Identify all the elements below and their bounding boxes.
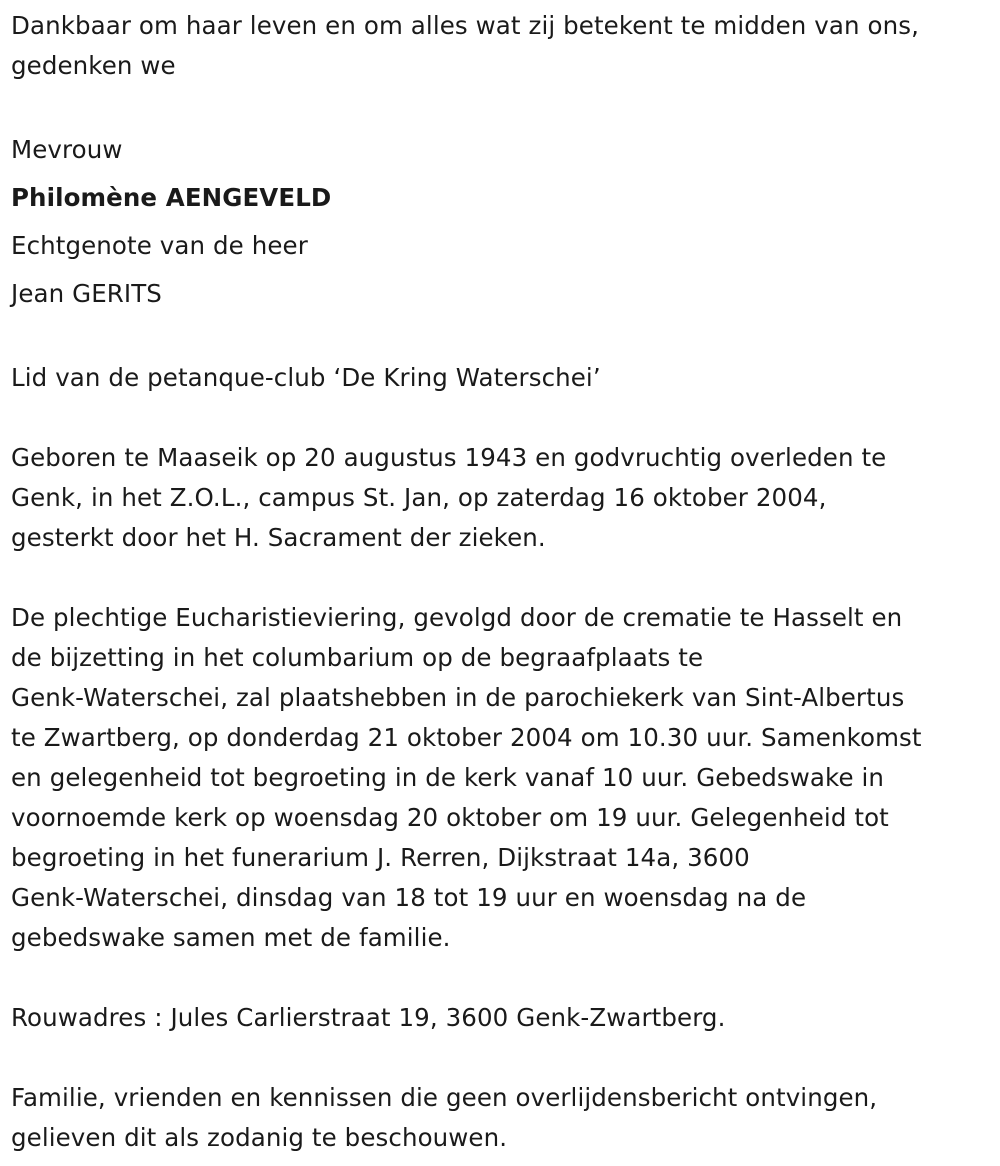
closing-line: gelieven dit als zodanig te beschouwen. xyxy=(11,1123,508,1152)
deceased-name: Philomène AENGEVELD xyxy=(11,183,332,212)
ceremony-line: Genk-Waterschei, zal plaatshebben in de parochiekerk van Sint-Albertus xyxy=(11,683,905,712)
deceased-identity xyxy=(11,126,990,318)
relation-text: Echtgenote van de heer xyxy=(11,231,308,260)
ceremony-line: De plechtige Eucharistieviering, gevolgd door de crematie te Hasselt en xyxy=(11,603,903,632)
ceremony-line: Genk-Waterschei, dinsdag van 18 tot 19 uur en woensdag na de xyxy=(11,883,807,912)
address-paragraph xyxy=(11,998,990,1038)
ceremony-line: de bijzetting in het columbarium op de begraafplaats te xyxy=(11,643,704,672)
ceremony-line: gebedswake samen met de familie. xyxy=(11,923,451,952)
closing-line: Familie, vrienden en kennissen die geen overlijdensbericht ontvingen, xyxy=(11,1083,878,1112)
ceremony-line: te Zwartberg, op donderdag 21 oktober 2004 om 10.30 uur. Samenkomst xyxy=(11,723,922,752)
intro-paragraph xyxy=(11,6,990,86)
birth-death-line: Genk, in het Z.O.L., campus St. Jan, op zaterdag 16 oktober 2004, xyxy=(11,483,827,512)
birth-death-paragraph xyxy=(11,438,990,558)
spouse-name: Jean GERITS xyxy=(11,279,162,308)
address-line: Rouwadres : Jules Carlierstraat 19, 3600 Genk-Zwartberg. xyxy=(11,1003,726,1032)
ceremony-line: voornoemde kerk op woensdag 20 oktober om 19 uur. Gelegenheid tot xyxy=(11,803,889,832)
ceremony-line: en gelegenheid tot begroeting in de kerk vanaf 10 uur. Gebedswake in xyxy=(11,763,885,792)
ceremony-line: begroeting in het funerarium J. Rerren, Dijkstraat 14a, 3600 xyxy=(11,843,750,872)
intro-line: Dankbaar om haar leven en om alles wat zij betekent te midden van ons, xyxy=(11,11,919,40)
birth-death-line: gesterkt door het H. Sacrament der zieken. xyxy=(11,523,546,552)
honorific: Mevrouw xyxy=(11,135,123,164)
closing-paragraph xyxy=(11,1078,990,1158)
birth-death-line: Geboren te Maaseik op 20 augustus 1943 en godvruchtig overleden te xyxy=(11,443,887,472)
club-line: Lid van de petanque-club ‘De Kring Waterschei’ xyxy=(11,363,601,392)
club-paragraph xyxy=(11,358,990,398)
ceremony-paragraph xyxy=(11,598,990,958)
intro-line: gedenken we xyxy=(11,51,176,80)
